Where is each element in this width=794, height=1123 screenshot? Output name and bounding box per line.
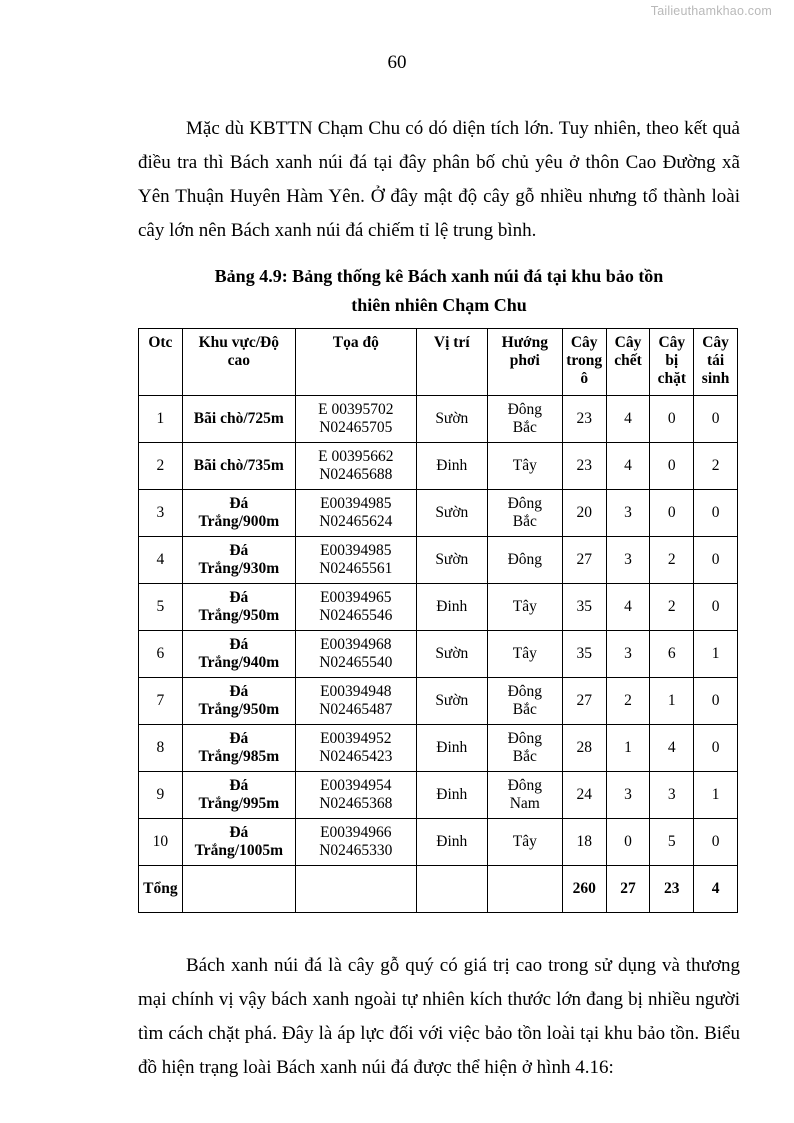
statistics-table (138, 328, 738, 913)
cell-otc: 7 (139, 678, 183, 725)
cell-direction (487, 725, 562, 772)
cell-area-elevation-line-2: Trắng/1005m (194, 842, 283, 859)
table-row (139, 584, 738, 631)
cell-otc: 3 (139, 490, 183, 537)
page-number: 60 (387, 52, 407, 73)
cell-otc: 5 (139, 584, 183, 631)
header-regen-line-2: tái (706, 352, 725, 369)
cell-coordinates-line-1: E00394965 (320, 589, 392, 606)
cell-coordinates (295, 772, 416, 819)
header-cut-trees-line-1: Cây (658, 334, 686, 351)
table-row (139, 631, 738, 678)
cell-dead-trees: 3 (606, 631, 650, 678)
cell-total-regenerated-trees: 4 (694, 866, 738, 913)
header-cut-trees-line-2: bị (665, 352, 679, 369)
cell-regenerated-trees: 2 (694, 443, 738, 490)
header-regen-line-3: sinh (701, 370, 730, 387)
cell-regenerated-trees: 0 (694, 819, 738, 866)
cell-direction-line-1: Đông (507, 495, 543, 512)
cell-trees-in-plot: 23 (562, 443, 606, 490)
cell-coordinates-line-2: N02465540 (319, 654, 393, 671)
cell-trees-in-plot: 28 (562, 725, 606, 772)
cell-position: Sườn (416, 537, 487, 584)
cell-regenerated-trees: 0 (694, 584, 738, 631)
header-dead-trees-line-1: Cây (614, 334, 642, 351)
cell-area-elevation (182, 584, 295, 631)
cell-area-elevation (182, 537, 295, 584)
header-coordinates: Tọa độ (295, 329, 416, 396)
cell-coordinates-line-1: E00394968 (320, 636, 392, 653)
cell-position: Đinh (416, 772, 487, 819)
cell-trees-in-plot: 20 (562, 490, 606, 537)
header-direction-line-2: phơi (509, 352, 540, 369)
cell-area-elevation-line-1: Đá (229, 542, 249, 559)
cell-direction-line-2: Bắc (512, 419, 537, 436)
closing-paragraph: Bách xanh núi đá là cây gỗ quý có giá trị cao trong sử dụng và thương mại chính vị vậy bách xanh ngoài tự nhiên kích thước lớn đang bị nhiều người tìm cách chặt phá. Đây là áp lực đối với việc bảo tồn loài tại khu bảo tồn. Biểu đồ hiện trạng loài Bách xanh núi đá được thể hiện ở hình 4.16: (138, 955, 740, 1078)
cell-coordinates-line-2: N02465705 (319, 419, 393, 436)
cell-coordinates-line-1: E00394966 (320, 824, 392, 841)
cell-trees-in-plot: 24 (562, 772, 606, 819)
table-header-row (139, 329, 738, 396)
page-content (138, 112, 740, 1085)
table-caption-line-1: Bảng 4.9: Bảng thống kê Bách xanh núi đá tại khu bảo tồn (214, 266, 664, 286)
cell-area-elevation (182, 490, 295, 537)
cell-total-dead-trees: 27 (606, 866, 650, 913)
cell-coordinates-line-2: N02465368 (319, 795, 393, 812)
cell-coordinates-line-1: E00394952 (320, 730, 392, 747)
cell-total-direction (487, 866, 562, 913)
table-row (139, 396, 738, 443)
cell-direction-line-1: Đông (507, 401, 543, 418)
cell-dead-trees: 4 (606, 584, 650, 631)
cell-direction (487, 396, 562, 443)
table-bottom-spacer (138, 913, 740, 949)
table-total-row (139, 866, 738, 913)
cell-regenerated-trees: 1 (694, 631, 738, 678)
cell-position: Đinh (416, 443, 487, 490)
cell-direction (487, 678, 562, 725)
cell-coordinates (295, 396, 416, 443)
header-direction-line-1: Hướng (501, 334, 548, 351)
header-trees-in-plot-line-2: trong (566, 352, 603, 369)
header-area-line-1: Khu vực/Độ (198, 334, 279, 351)
cell-coordinates-line-1: E00394954 (320, 777, 392, 794)
cell-direction-line-2: Bắc (512, 748, 537, 765)
cell-dead-trees: 1 (606, 725, 650, 772)
cell-otc: 1 (139, 396, 183, 443)
cell-coordinates (295, 631, 416, 678)
table-row (139, 490, 738, 537)
cell-dead-trees: 3 (606, 537, 650, 584)
table-header (139, 329, 738, 396)
cell-coordinates-line-1: E00394985 (320, 542, 392, 559)
header-regenerated-trees (694, 329, 738, 396)
cell-total-area (182, 866, 295, 913)
cell-total-cut-trees: 23 (650, 866, 694, 913)
cell-regenerated-trees: 0 (694, 678, 738, 725)
cell-regenerated-trees: 0 (694, 725, 738, 772)
cell-area-elevation-line-1: Đá (229, 495, 249, 512)
intro-paragraph: Mặc dù KBTTN Chạm Chu có dó diện tích lớn. Tuy nhiên, theo kết quả điều tra thì Bách xanh núi đá tại đây phân bố chủ yêu ở thôn Cao Đường xã Yên Thuận Huyên Hàm Yên. Ở đây mật độ cây gỗ nhiều nhưng tổ thành loài cây lớn nên Bách xanh núi đá chiếm tỉ lệ trung bình. (138, 118, 740, 241)
cell-trees-in-plot: 27 (562, 678, 606, 725)
header-area-line-2: cao (227, 352, 250, 369)
table-row (139, 725, 738, 772)
cell-position: Đinh (416, 725, 487, 772)
header-dead-trees-line-2: chết (614, 352, 642, 369)
cell-dead-trees: 4 (606, 396, 650, 443)
table-row (139, 443, 738, 490)
cell-coordinates (295, 725, 416, 772)
table-row (139, 819, 738, 866)
cell-trees-in-plot: 35 (562, 584, 606, 631)
cell-area-elevation-line-2: Trắng/950m (198, 701, 280, 718)
cell-position: Đinh (416, 819, 487, 866)
cell-coordinates-line-2: N02465688 (319, 466, 393, 483)
cell-direction-line-2: Bắc (512, 513, 537, 530)
cell-direction (487, 490, 562, 537)
cell-otc: 4 (139, 537, 183, 584)
header-trees-in-plot (562, 329, 606, 396)
cell-coordinates-line-2: N02465624 (319, 513, 393, 530)
cell-regenerated-trees: 0 (694, 490, 738, 537)
cell-cut-trees: 1 (650, 678, 694, 725)
cell-area-elevation-line-2: Trắng/985m (198, 748, 280, 765)
cell-otc: 9 (139, 772, 183, 819)
cell-dead-trees: 3 (606, 772, 650, 819)
table-caption-line-2: thiên nhiên Chạm Chu (351, 295, 527, 315)
cell-coordinates-line-2: N02465423 (319, 748, 393, 765)
header-cut-trees-line-3: chặt (657, 370, 686, 387)
cell-cut-trees: 2 (650, 584, 694, 631)
cell-position: Sườn (416, 490, 487, 537)
cell-regenerated-trees: 1 (694, 772, 738, 819)
cell-direction-line-2: Bắc (512, 701, 537, 718)
cell-cut-trees: 0 (650, 443, 694, 490)
cell-dead-trees: 2 (606, 678, 650, 725)
cell-trees-in-plot: 35 (562, 631, 606, 678)
header-dead-trees (606, 329, 650, 396)
cell-direction-line-1: Đông (507, 730, 543, 747)
header-trees-in-plot-line-3: ô (580, 370, 589, 387)
cell-cut-trees: 5 (650, 819, 694, 866)
cell-total-trees-in-plot: 260 (562, 866, 606, 913)
cell-total-label: Tổng (139, 866, 183, 913)
cell-total-position (416, 866, 487, 913)
cell-area-elevation-line-2: Trắng/940m (198, 654, 280, 671)
cell-regenerated-trees: 0 (694, 396, 738, 443)
cell-cut-trees: 2 (650, 537, 694, 584)
cell-position: Sườn (416, 396, 487, 443)
cell-area-elevation (182, 678, 295, 725)
cell-area-elevation (182, 772, 295, 819)
cell-cut-trees: 4 (650, 725, 694, 772)
cell-area-elevation-line-2: Trắng/900m (198, 513, 280, 530)
cell-area-elevation-line-2: Trắng/995m (198, 795, 280, 812)
cell-regenerated-trees: 0 (694, 537, 738, 584)
cell-direction: Tây (487, 819, 562, 866)
cell-area-elevation: Bãi chò/725m (182, 396, 295, 443)
cell-otc: 8 (139, 725, 183, 772)
table-row (139, 537, 738, 584)
cell-coordinates-line-2: N02465561 (319, 560, 393, 577)
cell-area-elevation (182, 631, 295, 678)
table-row (139, 772, 738, 819)
cell-coordinates (295, 584, 416, 631)
cell-area-elevation-line-1: Đá (229, 683, 249, 700)
cell-coordinates (295, 537, 416, 584)
cell-direction-line-1: Đông (507, 777, 543, 794)
cell-area-elevation-line-2: Trắng/950m (198, 607, 280, 624)
header-regen-line-1: Cây (702, 334, 729, 351)
cell-cut-trees: 6 (650, 631, 694, 678)
table-body (139, 396, 738, 913)
cell-coordinates (295, 819, 416, 866)
header-trees-in-plot-line-1: Cây (570, 334, 598, 351)
cell-area-elevation-line-1: Đá (229, 636, 249, 653)
cell-otc: 10 (139, 819, 183, 866)
cell-cut-trees: 0 (650, 490, 694, 537)
header-position: Vị trí (416, 329, 487, 396)
cell-coordinates-line-1: E00394948 (320, 683, 392, 700)
cell-direction: Đông (487, 537, 562, 584)
header-area-elevation (182, 329, 295, 396)
header-direction (487, 329, 562, 396)
cell-trees-in-plot: 18 (562, 819, 606, 866)
cell-trees-in-plot: 27 (562, 537, 606, 584)
cell-direction: Tây (487, 584, 562, 631)
cell-coordinates-line-1: E 00395702 (318, 401, 394, 418)
cell-dead-trees: 0 (606, 819, 650, 866)
cell-coordinates (295, 490, 416, 537)
cell-direction: Tây (487, 631, 562, 678)
cell-trees-in-plot: 23 (562, 396, 606, 443)
cell-cut-trees: 3 (650, 772, 694, 819)
cell-area-elevation-line-2: Trắng/930m (198, 560, 280, 577)
cell-dead-trees: 3 (606, 490, 650, 537)
table-caption (138, 262, 740, 320)
cell-area-elevation: Bãi chò/735m (182, 443, 295, 490)
cell-coordinates-line-1: E 00395662 (318, 448, 394, 465)
cell-coordinates-line-2: N02465546 (319, 607, 393, 624)
cell-coordinates (295, 443, 416, 490)
cell-coordinates-line-2: N02465330 (319, 842, 393, 859)
cell-direction-line-1: Đông (507, 683, 543, 700)
cell-position: Đinh (416, 584, 487, 631)
cell-coordinates-line-1: E00394985 (320, 495, 392, 512)
cell-coordinates-line-2: N02465487 (319, 701, 393, 718)
cell-area-elevation-line-1: Đá (229, 824, 249, 841)
cell-area-elevation-line-1: Đá (229, 730, 249, 747)
cell-cut-trees: 0 (650, 396, 694, 443)
cell-area-elevation (182, 819, 295, 866)
cell-area-elevation-line-1: Đá (229, 589, 249, 606)
cell-area-elevation (182, 725, 295, 772)
cell-coordinates (295, 678, 416, 725)
cell-otc: 2 (139, 443, 183, 490)
cell-position: Sườn (416, 678, 487, 725)
site-watermark: Tailieuthamkhao.com (650, 4, 772, 18)
cell-total-coordinates (295, 866, 416, 913)
header-otc: Otc (139, 329, 183, 396)
cell-direction: Tây (487, 443, 562, 490)
cell-direction-line-2: Nam (509, 795, 540, 812)
cell-position: Sườn (416, 631, 487, 678)
header-cut-trees (650, 329, 694, 396)
cell-direction (487, 772, 562, 819)
cell-area-elevation-line-1: Đá (229, 777, 249, 794)
cell-otc: 6 (139, 631, 183, 678)
cell-dead-trees: 4 (606, 443, 650, 490)
table-row (139, 678, 738, 725)
